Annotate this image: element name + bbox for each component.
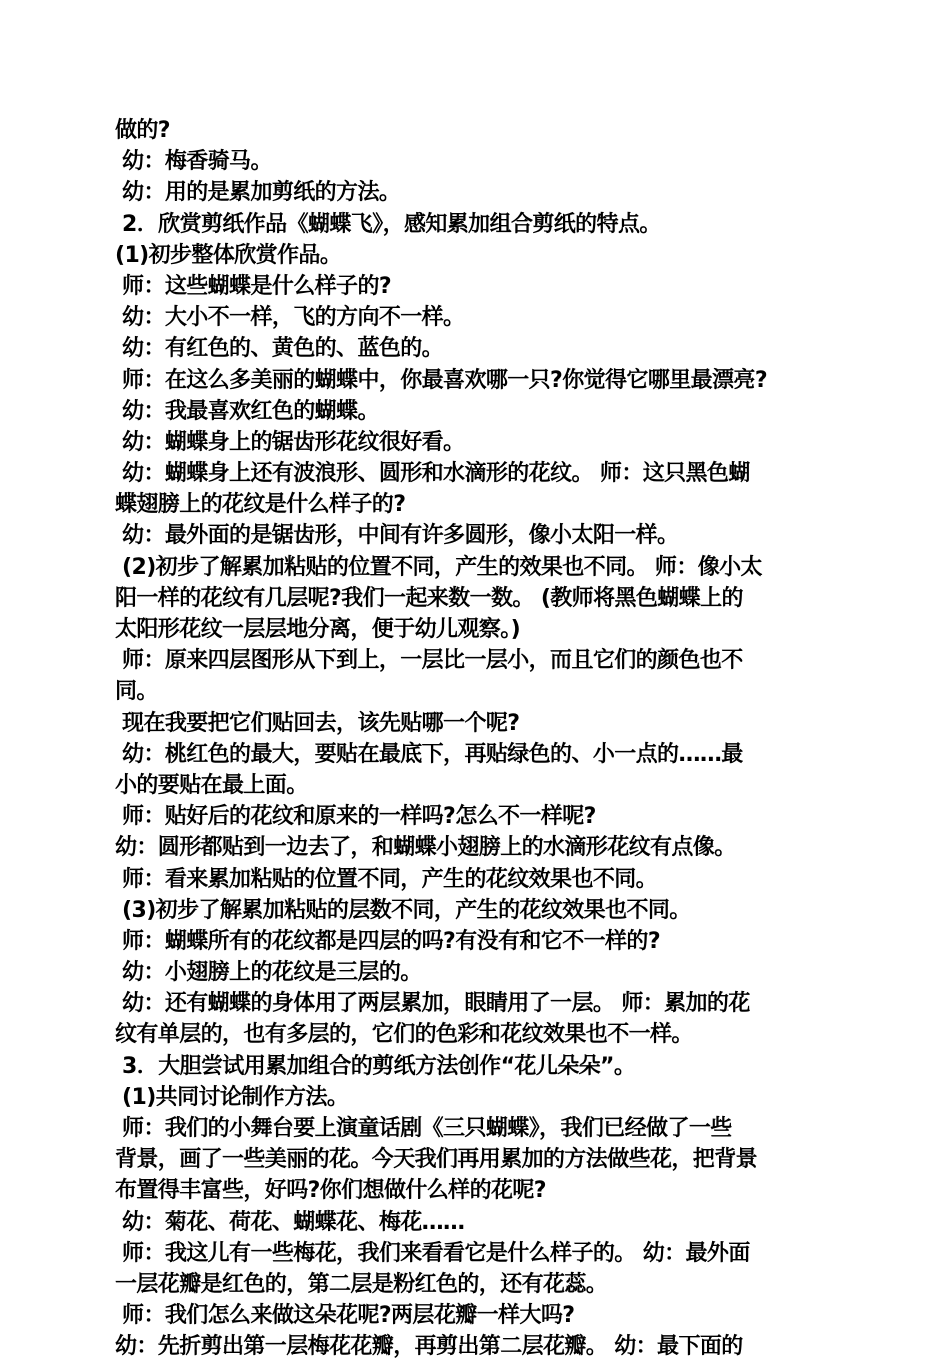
text-line: 幼：蝴蝶身上还有波浪形、圆形和水滴形的花纹。 师：这只黑色蝴	[115, 461, 750, 487]
text-line: 幼：圆形都贴到一边去了，和蝴蝶小翅膀上的水滴形花纹有点像。	[115, 835, 736, 861]
text-line: 布置得丰富些，好吗?你们想做什么样的花呢?	[115, 1178, 546, 1204]
text-line: 幼：梅香骑马。	[115, 149, 272, 175]
text-line: 幼：蝴蝶身上的锯齿形花纹很好看。	[115, 429, 465, 455]
text-line: 一层花瓣是红色的，第二层是粉红色的，还有花蕊。	[115, 1271, 608, 1297]
text-line: 背景，画了一些美丽的花。今天我们再用累加的方法做些花，把背景	[115, 1147, 758, 1173]
text-line: 幼：我最喜欢红色的蝴蝶。	[115, 398, 379, 424]
text-line: 幼：先折剪出第一层梅花花瓣，再剪出第二层花瓣。 幼：最下面的	[115, 1334, 743, 1360]
text-line: 幼：菊花、荷花、蝴蝶花、梅花……	[115, 1209, 465, 1235]
text-line: 师：这些蝴蝶是什么样子的?	[115, 273, 392, 299]
text-line: 3．大胆尝试用累加组合的剪纸方法创作“花儿朵朵”。	[115, 1053, 636, 1079]
text-line: 幼：大小不一样，飞的方向不一样。	[115, 305, 465, 331]
text-line: 师：看来累加粘贴的位置不同，产生的花纹效果也不同。	[115, 866, 658, 892]
text-line: 太阳形花纹一层层地分离，便于幼儿观察。)	[115, 617, 521, 642]
text-line: 同。	[115, 679, 158, 705]
text-line: 幼：用的是累加剪纸的方法。	[115, 180, 401, 206]
text-line: (3)初步了解累加粘贴的层数不同，产生的花纹效果也不同。	[115, 897, 691, 923]
text-line: 师：我这儿有一些梅花，我们来看看它是什么样子的。 幼：最外面	[115, 1240, 750, 1266]
text-line: 幼：还有蝴蝶的身体用了两层累加，眼睛用了一层。 师：累加的花	[115, 991, 750, 1017]
text-line: 师：在这么多美丽的蝴蝶中，你最喜欢哪一只?你觉得它哪里最漂亮?	[115, 367, 767, 393]
text-line: 幼：桃红色的最大，要贴在最底下，再贴绿色的、小一点的……最	[115, 741, 743, 767]
text-line: 师：我们的小舞台要上演童话剧《三只蝴蝶》，我们已经做了一些	[115, 1116, 732, 1141]
text-line: 师：原来四层图形从下到上，一层比一层小，而且它们的颜色也不	[115, 648, 743, 674]
text-line: 现在我要把它们贴回去，该先贴哪一个呢?	[115, 710, 520, 736]
text-line: 小的要贴在最上面。	[115, 772, 308, 798]
text-line: (1)初步整体欣赏作品。	[115, 242, 342, 268]
text-line: 幼：小翅膀上的花纹是三层的。	[115, 960, 422, 986]
text-line: 幼：最外面的是锯齿形，中间有许多圆形，像小太阳一样。	[115, 523, 679, 549]
document-body	[115, 115, 845, 1363]
text-line: 阳一样的花纹有几层呢?我们一起来数一数。 (教师将黑色蝴蝶上的	[115, 585, 743, 611]
text-line: (1)共同讨论制作方法。	[115, 1084, 349, 1110]
text-line: 幼：有红色的、黄色的、蓝色的。	[115, 336, 444, 362]
text-line: 2．欣赏剪纸作品《蝴蝶飞》，感知累加组合剪纸的特点。	[115, 211, 661, 237]
text-line: 师：蝴蝶所有的花纹都是四层的吗?有没有和它不一样的?	[115, 928, 660, 954]
text-line: 做的?	[115, 118, 170, 143]
text-line: 师：我们怎么来做这朵花呢?两层花瓣一样大吗?	[115, 1303, 575, 1329]
text-line: (2)初步了解累加粘贴的位置不同，产生的效果也不同。 师：像小太	[115, 554, 762, 580]
text-line: 蝶翅膀上的花纹是什么样子的?	[115, 492, 406, 518]
text-line: 纹有单层的，也有多层的，它们的色彩和花纹效果也不一样。	[115, 1022, 693, 1048]
text-line: 师：贴好后的花纹和原来的一样吗?怎么不一样呢?	[115, 804, 596, 830]
